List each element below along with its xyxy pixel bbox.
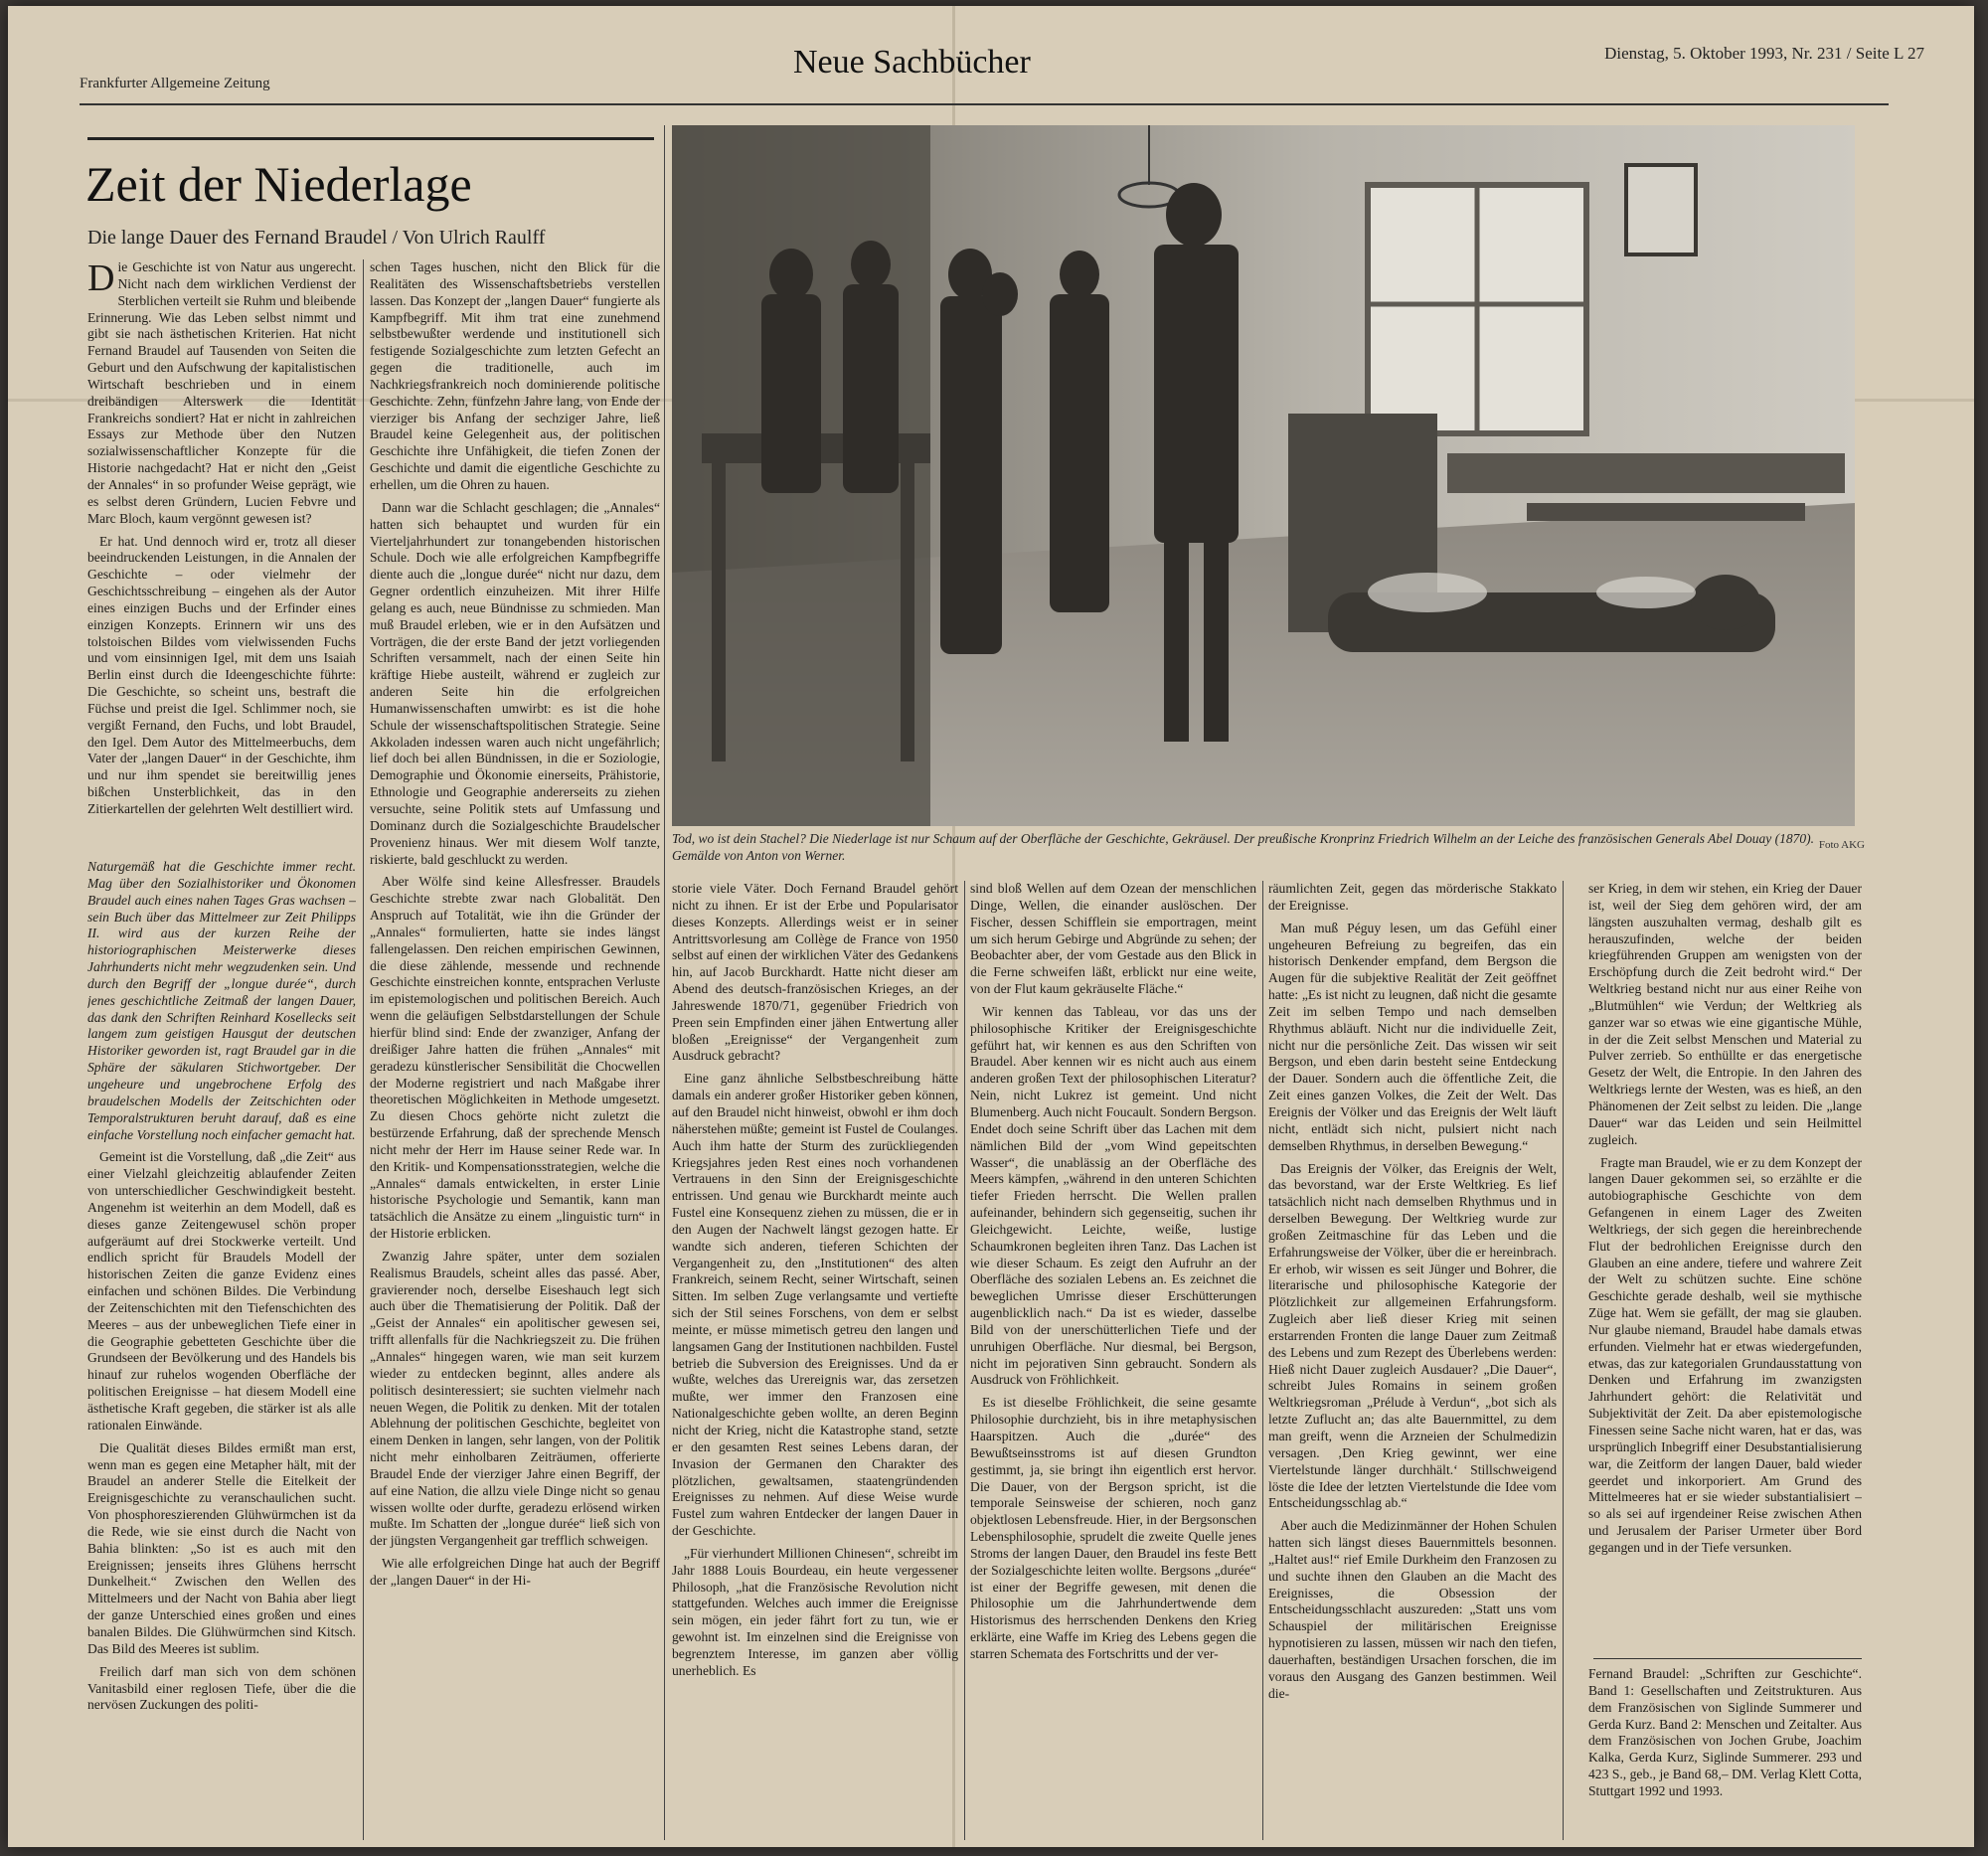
paragraph: Er hat. Und dennoch wird er, trotz all dieser beeindruckenden Leistungen, in die Annalen der Geschichte – oder vielmehr der Geschichtsschreibung – eingehen als der Autor eines einzigen Buchs und der Erfinder eines einzigen Konzepts. Erinnern wir uns des tolstoischen Bildes vom vielwissenden Fuchs und vom einsinnigen Igel, mit dem uns Isaiah Berlin einst durch die Ideengeschichte führte: Die Geschichte, so scheint uns, bestraft die Füchse und preist die Igel. Schlimmer noch, sie vergißt Fernand, den Fuchs, und lobt Braudel, den Igel. Dem Autor des Mittelmeerbuchs, dem Vater der „langen Dauer“ in der Geschichte, ihm und nur ihm spendet sie bereitwillig jenes bißchen Unsterblichkeit, das in den Zitierkartellen der gelehrten Welt destilliert wird. (87, 533, 356, 816)
paragraph: Zwanzig Jahre später, unter dem sozialen Realismus Braudels, scheint alles das passé. Aber, gravierender noch, derselbe Eiseshauch legt sich auch über die Thematisierung der Politik. Daß der „Geist der Annales“ ein apolitischer gewesen sei, trifft allenfalls für die Nachkriegszeit zu. Die frühen „Annales“ hingegen waren, wie man seit kurzem wieder zu entdecken beginnt, alles andere als politisch desinteressiert; sie suchten vielmehr nach neuen Wegen, die Politik zu denken. Mit der totalen Ablehnung der politischen Geschichte, begleitet von einem Denken in langen, sehr langen, von der Politik nicht mehr einholbaren Zeiträumen, offerierte Braudel Ende der vierziger Jahre einen Begriff, der auf eine Nation, die allzu viele Dinge nicht so genau wissen wollte oder durfte, geradezu erlösend wirken mußte. Im Schatten der „longue durée“ ließ sich von der jüngsten Vergangenheit gar trefflich schweigen. (370, 1248, 660, 1549)
paragraph: Aber auch die Medizinmänner der Hohen Schulen hatten sich längst dieses Bauernmittels besonnen. „Haltet aus!“ rief Emile Durkheim den Franzosen zu und suchte ihnen den Glauben an die Macht des Ereignisses, die Obsession der Entscheidungsschlacht auszureden: „Statt uns vom Schauspiel der militärischen Ereignisse hypnotisieren zu lassen, müssen wir nach den tiefen, dauerhaften, beständigen Ursachen forschen, die im voraus den Ausgang des Ganzen bestimmen. Weil die- (1268, 1518, 1557, 1701)
paragraph: schen Tages huschen, nicht den Blick für die Realitäten des Wissenschaftsbetriebs verstellen lassen. Das Konzept der „langen Dauer“ fungierte als Kampfbegriff. Mit ihm trat eine zunehmend selbstbewußter werdende und institutionell sich festigende Sozialgeschichte zum letzten Gefecht an gegen die traditionelle, auch im Nachkriegsfrankreich noch dominierende politische Geschichte. Zehn, fünfzehn Jahre lang, von Ende der vierziger bis Anfang der sechziger Jahre, ließ Braudel keine Gelegenheit aus, der politischen Geschichte ihre Unfähigkeit, die tiefen Zonen der Geschichte und damit die eigentliche Geschichte zu erhellen, um die Ohren zu hauen. (370, 259, 660, 492)
paragraph: ser Krieg, in dem wir stehen, ein Krieg der Dauer ist, weil der Sieg dem gehören wird, der am längsten auszuhalten vermag, deshalb gilt es herauszufinden, welche der beiden kriegführenden Gruppen am wenigsten von der Erschöpfung durch die Zeit bedroht wird.“ Der Weltkrieg bestand nicht nur aus einer Reihe von „Blutmühlen“ wie Verdun; der Weltkrieg als ganzer war so etwas wie eine gigantische Mühle, in der die Zeit selbst Menschen und Material zu Pulver zerrieb. So enthüllte er das energetische Gesetz der Welt, die Entropie. In den Jahren des Weltkriegs lernte der Westen, was es hieß, an den Phänomenen der Zeit selbst zu leiden. Die „lange Dauer“ war das Leiden und sein Heilmittel zugleich. (1588, 881, 1862, 1147)
drop-cap: D (87, 259, 115, 299)
masthead-rule (80, 103, 1889, 105)
paragraph: Naturgemäß hat die Geschichte immer recht. Mag über den Sozialhistoriker und Ökonomen Braudel auch eines nahen Tages Gras wachsen – sein Buch über das Mittelmeer zur Zeit Philipps II. wird aus der kurzen Reihe der historiographischen Meisterwerke dieses Jahrhunderts nicht mehr wegzudenken sein. Und durch den Begriff der „longue durée“, durch jenes geschichtliche Zeitmaß der langen Dauer, das dank den Schriften Reinhard Kosellecks seit langem zum geistigen Hausgut der deutschen Historiker geworden ist, ragt Braudel gar in die Sphäre der säkularen Stichwortgeber. Der ungeheure und ungebrochene Erfolg des braudelschen Modells der Zeitschichten oder Temporalstrukturen beruht darauf, daß es eine einfache Vorstellung noch einfacher gemacht hat. (87, 859, 356, 1142)
column-divider (664, 125, 665, 1840)
article-column-2 (370, 259, 660, 1840)
paragraph: „Für vierhundert Millionen Chinesen“, schreibt im Jahr 1888 Louis Bourdeau, ein heute vergessener Philosoph, „hat die Französische Revolution nicht stattgefunden. Welches auch immer die Ereignisse sein mögen, ein jeder fährt fort zu tun, wie er gewohnt ist. Im einzelnen sind die Ereignisse von begrenztem Interesse, im ganzen aber völlig unerheblich. Es (672, 1545, 958, 1678)
masthead-newspaper-name: Frankfurter Allgemeine Zeitung (80, 76, 270, 91)
paragraph: räumlichten Zeit, gegen das mörderische Stakkato der Ereignisse. (1268, 881, 1557, 913)
paragraph: sind bloß Wellen auf dem Ozean der menschlichen Dinge, Wellen, die einander auslöschen. Der Fischer, dessen Schifflein sie emportragen, meint um sich herum Gebirge und Abgründe zu sehen; der Beobachter aber, der vom Gestade aus den Blick in die Ferne schweifen läßt, erblickt nur eine weite, von der Flut kaum gekräuselte Fläche.“ (970, 881, 1256, 997)
paragraph: Man muß Péguy lesen, um das Gefühl einer ungeheuren Befreiung zu begreifen, das ein historisch Denkender empfand, dem Bergson die Augen für die subjektive Realität der Zeit geöffnet hatte: „Es ist nicht zu leugnen, daß nicht die gesamte Zeit im selben Tempo und nach demselben Rhythmus abläuft. Nicht nur die individuelle Zeit, nicht nur die persönliche Zeit. Das wissen wir seit Bergson, und eben darin besteht seine Entdeckung der Dauer. Sondern auch die öffentliche Zeit, die Zeit eines ganzen Volkes, die Zeit der Welt. Das Ereignis der Völker und das Ereignis der Welt läuft nicht, entlädt sich nicht, pulsiert nicht nach demselben Rhythmus, in derselben Bewegung.“ (1268, 920, 1557, 1153)
paragraph: Das Ereignis der Völker, das Ereignis der Welt, das bevorstand, war der Erste Weltkrieg. Es lief tatsächlich nicht nach demselben Rhythmus und in derselben Bewegung. Der Weltkrieg wurde zur großen Zeitmaschine für das Leben und die Erfahrungsweise der Völker, über die er hereinbrach. Er erhob, wir wissen es seit Jünger und Bohrer, die literarische und philosophische Kategorie der Plötzlichkeit zur allgemeinen Erfahrungsform. Zugleich aber ließ dieser Krieg mit seinen erstarrenden Fronten die lange Dauer zum Zeitmaß des Lebens und zum Rezept des Überlebens werden: Hieß nicht Dauer zugleich Ausdauer? „Die Dauer“, schreibt Jules Romains in seinem großen Weltkriegsroman „Prélude à Verdun“, „bot sich als letzte Zuflucht an; das alte Bauernmittel, zu dem man greift, wenn die Arzneien der Schulmedizin versagen. ‚Den Krieg gewinnt, wer eine Viertelstunde länger durchhält.‘ Stillschweigend löste die Idee der letzten Viertelstunde die Idee vom Entscheidungsschlag ab.“ (1268, 1160, 1557, 1511)
article-column-1 (87, 259, 356, 856)
paragraph: Eine ganz ähnliche Selbstbeschreibung hätte damals ein anderer großer Historiker geben können, auf den Braudel nicht hinweist, obwohl er ihm doch näherstehen müßte; gemeint ist Fustel de Coulanges. Auch ihm hatte der Sturm des zurückliegenden Kriegsjahres jeden Rest eines noch vorhandenen Vertrauens in den Sinn der Ereignisgeschichte entrissen. Und genau wie Burckhardt meinte auch Fustel eine Konsequenz ziehen zu müssen, die er in den Augen der Nachwelt längst gezogen hatte. Er wandte sich anderen, tieferen Schichten der Vergangenheit zu, den „Institutionen“ des alten Frankreich, seinem Recht, seiner Wirtschaft, seinen Sitten. Im selben Zuge verlangsamte und vertiefte sich der Stil seines Forschens, von dem er selbst meinte, er müsse mimetisch getreu den langen und langsamen Gang der Institutionen nachbilden. Fustel betrieb die Subversion des Ereignisses. Und da er wußte, welches das Urereignis war, das zersetzen mußte, wer immer den Franzosen eine Nationalgeschichte geben wollte, an deren Beginn nicht der Krieg, nicht die Katastrophe stand, setzte er den gesamten Rest seines Lebens daran, der Invasion der Germanen den Charakter des plötzlichen, gewaltsamen, staatengründenden Ereignisses zu nehmen. Auf diese Weise wurde Fustel zum wahren Entdecker der langen Dauer in der Geschichte. (672, 1071, 958, 1539)
article-column-5 (1268, 881, 1557, 1840)
paragraph: Es ist dieselbe Fröhlichkeit, die seine gesamte Philosophie durchzieht, bis in ihre metaphysischen Haarspitzen. Auch die „durée“ des Bewußtseinsstroms ist auf diesen Grundton gestimmt, ja, sie bringt ihn eigentlich erst hervor. Die Dauer, von der Bergson spricht, ist die temporale Seinsweise der schieren, noch ganz objektlosen Lebensfreude. Hier, in der Bergsonschen Lebensphilosophie, sprudelt die zweite Quelle jenes Stroms der langen Dauer, den Braudel ins feste Bett der Sozialgeschichte leiten wollte. Bergsons „durée“ ist einer der Begriffe gewesen, mit denen die Philosophie um die Jahrhundertwende dem Historismus des herrschenden Denkens den Krieg erklärte, eine Waffe im Krieg des Lebens gegen die starren Schemata des Fortschritts und der ver- (970, 1395, 1256, 1661)
photo-credit: Foto AKG (1818, 839, 1865, 851)
paragraph: ie Geschichte ist von Natur aus ungerecht. Nicht nach dem wirklichen Verdienst der Sterblichen verteilt sie Ruhm und bleibende Erinnerung. Wie das Leben selbst nimmt und gibt sie nach ästhetischen Kriterien. Hat nicht Fernand Braudel auf Tausenden von Seiten die Geburt und den Aufschwung der kapitalistischen Wirtschaft beschrieben und in einem dreibändigen Alterswerk die Identität Frankreichs sondiert? Hat er nicht in zahlreichen Essays zur Methode über den Nutzen sozialwissenschaftlicher Konzepte für die Historie nachgedacht? Hat er nicht den „Geist der Annales“ in so profunder Weise geprägt, wie es selbst deren Gründern, Lucien Febvre und Marc Bloch, kaum vergönnt gewesen ist? (87, 259, 356, 526)
article-column-4 (970, 881, 1256, 1840)
column-divider (363, 259, 364, 1840)
article-subhead: Die lange Dauer des Fernand Braudel / Von Ulrich Raulff (87, 227, 546, 249)
article-column-6 (1588, 881, 1862, 1651)
column-divider (1262, 881, 1263, 1840)
masthead-section-title: Neue Sachbücher (793, 44, 1031, 81)
article-headline: Zeit der Niederlage (85, 156, 472, 212)
bibliography-rule (1593, 1658, 1862, 1659)
newspaper-page (8, 6, 1974, 1847)
masthead-date-issue: Dienstag, 5. Oktober 1993, Nr. 231 / Seite L 27 (1604, 44, 1924, 63)
column-divider (964, 881, 965, 1840)
paragraph: Dann war die Schlacht geschlagen; die „Annales“ hatten sich behauptet und wurden für ein Vierteljahrhundert zur tonangebenden historischen Schule. Doch wie alle erfolgreichen Kampfbegriffe diente auch die „longue durée“ nicht nur dazu, dem Gegner ordentlich einzuheizen. Mit ihrer Hilfe gelang es auch, neue Bündnisse zu schmieden. Man muß Braudel erleben, wie er in den Aufsätzen und Vorträgen, die der erste Band der jetzt vorliegenden Schriften versammelt, nach der einen Seite hin kräftige Hiebe austeilt, während er zugleich zur anderen Seite hin die erfolgreichen Humanwissenschaften umwirbt: es ist die hohe Schule der wissenschaftspolitischen Strategie. Seine Akkoladen indessen waren auch nicht ungefährlich; lief doch bei allen Bündnissen, in die er Soziologie, Demographie und Ökonomie einerseits, Prähistorie, Ethnologie und Geographie andererseits zu ziehen versuchte, seine Politik stets auf Umfassung und Dominanz durch die Sozialgeschichte Braudelscher Provenienz hinaus. Wer mit diesem Wolf tanzte, riskierte, bald geschluckt zu werden. (370, 499, 660, 867)
paragraph: Wie alle erfolgreichen Dinge hat auch der Begriff der „langen Dauer“ in der Hi- (370, 1556, 660, 1588)
paragraph: Gemeint ist die Vorstellung, daß „die Zeit“ aus einer Vielzahl gleichzeitig ablaufender Zeiten von unterschiedlicher Geschwindigkeit besteht. Angenehm ist weiterhin an dem Modell, daß es dieses ganze Zeitengewusel schön proper aufgeräumt auf drei Stockwerke verteilt. Und endlich spricht für Braudels Modell der historischen Zeiten die ganze Evidenz eines einfachen und schönen Bildes. Die Verbindung der Zeitenschichten mit den Tiefenschichten des Meeres – aus der unbeweglichen Tiefe einer in die Geographie gebetteten Geschichte über die Grundseen der Bevölkerung und des Handels bis hinauf zur ruhelos wogenden Oberfläche der politischen Ereignisse – hat diesem Modell eine ästhetische Kraft gegeben, die stärker ist als alle rationalen Einwände. (87, 1149, 356, 1433)
bibliography-text: Fernand Braudel: „Schriften zur Geschichte“. Band 1: Gesellschaften und Zeitstrukturen. Aus dem Französischen von Siglinde Summerer und Gerda Kurz. Band 2: Menschen und Zeitalter. Aus dem Französischen von Jochen Grube, Joachim Kalka, Gerda Kurz, Siglinde Summerer. 293 und 423 S., geb., je Band 68,– DM. Verlag Klett Cotta, Stuttgart 1992 und 1993. (1588, 1666, 1862, 1798)
headline-rule (87, 137, 654, 140)
bibliography-note (1588, 1666, 1862, 1840)
paragraph: Aber Wölfe sind keine Allesfresser. Braudels Geschichte strebte zwar nach Globalität. Den Anspruch auf Totalität, wie ihn die Gründer der „Annales“ formulierten, hatte sie indes längst fallengelassen. Den reichen empirischen Gewinnen, die diese zählende, messende und rechnende Geschichte einstreichen konnte, entsprachen Verluste im epistemologischen und politischen Bereich. Auch wenn die geläufigen Selbstdarstellungen der Schule hierfür blind sind: Ende der zwanziger, Anfang der dreißiger Jahre hatten die frühen „Annales“ mit geradezu künstlerischer Sensibilität die Chocwellen der Moderne registriert und nach Maßgabe ihrer theoretischen Möglichkeiten in Methode umgesetzt. Zu diesen Chocs gehörte nicht zuletzt die bestürzende Erfahrung, daß der sprechende Mensch nicht mehr der Herr im Hause seiner Rede war. In den Kritik- und Kompensationsstrategien, welche die „Annales“ damals entwickelten, in erster Linie historische Psychologie und Semantik, kann man tatsächlich die Ansätze zu einem „linguistic turn“ in der Historie erblicken. (370, 874, 660, 1242)
paragraph: Fragte man Braudel, wie er zu dem Konzept der langen Dauer gekommen sei, so erzählte er die autobiographische Geschichte von dem Gefangenen in einem Lager des Zweiten Weltkriegs, der sich gegen die hereinbrechende Flut der bedrohlichen Ereignisse durch den Glauben an eine andere, tiefere und wahrere Zeit der Welt zu schützen suchte. Eine schöne Geschichte gerade deshalb, weil sie mythische Züge hat. Wem sie gefällt, der mag sie glauben. Nur glaube niemand, Braudel habe damals etwas erfunden. Vielmehr hat er etwas wiedergefunden, etwas, das zur kategorialen Grundausstattung von Denken und Erfahrung im zwanzigsten Jahrhundert gehört: die Relativität und Subjektivität der Zeit. Da aber epistemologische Finessen seine Sache nicht waren, hat er das, was ursprünglich Inbegriff einer Desubstantialisierung war, die Zeitform der langen Dauer, bald wieder geerdet und inkorporiert. Am Grund des Mittelmeeres hat er sie wieder substantialisiert – so als sei auf irgendeiner Reise zwischen Athen und Jerusalem der Pariser Urmeter über Bord gegangen und in der Tiefe versunken. (1588, 1154, 1862, 1555)
paragraph: Freilich darf man sich von dem schönen Vanitasbild einer reglosen Tiefe, über die die nervösen Zuckungen des politi- (87, 1663, 356, 1713)
article-column-1-continued (87, 859, 356, 1838)
photo-caption: Tod, wo ist dein Stachel? Die Niederlage ist nur Schaum auf der Oberfläche der Geschichte, Gekräusel. Der preußische Kronprinz Friedrich Wilhelm an der Leiche des französischen Generals Abel Douay (1870). Gemälde von Anton von Werner. (672, 831, 1814, 863)
paragraph: Wir kennen das Tableau, vor das uns der philosophische Kritiker der Ereignisgeschichte geführt hat, wir kennen es aus den Schriften von Braudel. Aber kennen wir es nicht auch aus einem anderen großen Text der philosophischen Literatur? Nein, nicht Lukrez ist gemeint. Und nicht Blumenberg. Auch nicht Foucault. Sondern Bergson. Endet doch seine Schrift über das Lachen mit dem nämlichen Bild der „vom Wind gepeitschten Wasser“, die unablässig an der Oberfläche des Meers kämpfen, „während in den unteren Schichten tiefer Frieden herrscht. Die Wellen prallen aufeinander, behindern sich gegenseitig, suchen ihr Gleichgewicht. Leichte, weiße, lustige Schaumkronen begleiten ihren Tanz. Das Lachen ist wie dieser Schaum. Es zeigt den Aufruhr an der Oberfläche des sozialen Lebens an. Es zeichnet die beweglichen Umrisse dieser Erschütterungen augenblicklich nach.“ Da ist es wieder, dasselbe Bild von der unerschütterlichen Tiefe und der unruhigen Oberfläche. Nur diesmal, bei Bergson, nicht im pejorativen Sinn gebraucht. Sondern als Ausdruck von Fröhlichkeit. (970, 1003, 1256, 1388)
paragraph: Die Qualität dieses Bildes ermißt man erst, wenn man es gegen eine Metapher hält, mit der Braudel an anderer Stelle die Eitelkeit der Ereignisgeschichte zu veranschaulichen sucht. Von phosphoreszierenden Glühwürmchen ist da die Rede, wie sie einst durch die Nacht von Bahia blinkten: „So ist es auch mit den Ereignissen; jenseits ihres Glühens herrscht Dunkelheit.“ Zwischen den Wellen des Mittelmeers und der Nacht von Bahia aber liegt der ganze Unterschied eines großen und eines banalen Bildes. Die Glühwürmchen sind Kitsch. Das Bild des Meeres ist sublim. (87, 1439, 356, 1656)
painting-illustration (672, 125, 1855, 826)
column-divider (1563, 881, 1564, 1840)
paragraph: storie viele Väter. Doch Fernand Braudel gehört nicht zu ihnen. Er ist der Erbe und Popularisator dieses Konzepts. Allerdings weist er in seiner Antrittsvorlesung am Collège de France von 1950 selbst auf einen der wirklichen Väter des Gedankens hin, auf Jacob Burckhardt. Hatte nicht dieser am Abend des deutsch-französischen Krieges, an der Jahreswende 1870/71, gegenüber Friedrich von Preen sein Empfinden einer jähen Entwertung aller bloßen „Ereignisse“ der Vergangenheit zum Ausdruck gebracht? (672, 881, 958, 1064)
article-column-3 (672, 881, 958, 1840)
article-photo (672, 125, 1855, 826)
